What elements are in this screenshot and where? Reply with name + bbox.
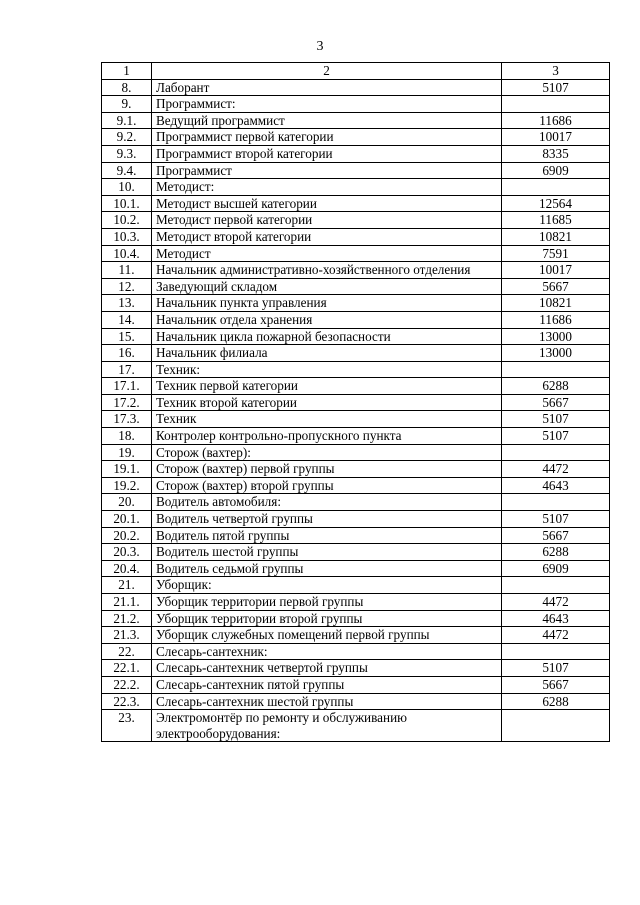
salary-value: 12564 (502, 195, 610, 212)
salary-value: 5107 (502, 411, 610, 428)
row-number: 21. (102, 577, 152, 594)
salary-value (502, 96, 610, 113)
salary-value (502, 577, 610, 594)
page-number: 3 (316, 39, 324, 54)
position-name: Сторож (вахтер) второй группы (152, 477, 502, 494)
position-name: Методист первой категории (152, 212, 502, 229)
position-name: Водитель автомобиля: (152, 494, 502, 511)
salary-value: 8335 (502, 145, 610, 162)
row-number: 16. (102, 345, 152, 362)
table-row (102, 262, 610, 279)
salary-value (502, 444, 610, 461)
table-row (102, 660, 610, 677)
position-name: Водитель шестой группы (152, 544, 502, 561)
row-number: 21.1. (102, 594, 152, 611)
row-number: 22. (102, 643, 152, 660)
salary-value: 5107 (502, 660, 610, 677)
salary-value: 5667 (502, 394, 610, 411)
salary-value: 6288 (502, 378, 610, 395)
table-row (102, 361, 610, 378)
row-number: 15. (102, 328, 152, 345)
table-row (102, 710, 610, 742)
salary-value: 7591 (502, 245, 610, 262)
row-number: 13. (102, 295, 152, 312)
salary-value: 10017 (502, 129, 610, 146)
position-name: Слесарь-сантехник четвертой группы (152, 660, 502, 677)
salary-value (502, 643, 610, 660)
row-number: 20. (102, 494, 152, 511)
position-name: Техник (152, 411, 502, 428)
row-number: 20.2. (102, 527, 152, 544)
table-row (102, 544, 610, 561)
position-name: Программист второй категории (152, 145, 502, 162)
row-number: 10.2. (102, 212, 152, 229)
header-col-3: 3 (502, 63, 610, 80)
table-row (102, 643, 610, 660)
row-number: 20.3. (102, 544, 152, 561)
row-number: 9.2. (102, 129, 152, 146)
salary-value: 4472 (502, 594, 610, 611)
table-row (102, 494, 610, 511)
position-name: Техник первой категории (152, 378, 502, 395)
salary-value: 5107 (502, 511, 610, 528)
position-name: Слесарь-сантехник шестой группы (152, 693, 502, 710)
table-row (102, 610, 610, 627)
table-row (102, 79, 610, 96)
position-name: Методист высшей категории (152, 195, 502, 212)
position-name: Уборщик служебных помещений первой группы (152, 627, 502, 644)
row-number: 10.4. (102, 245, 152, 262)
table-row (102, 162, 610, 179)
position-name: Методист: (152, 179, 502, 196)
position-name: Заведующий складом (152, 278, 502, 295)
table-row (102, 195, 610, 212)
row-number: 19.2. (102, 477, 152, 494)
position-name: Начальник филиала (152, 345, 502, 362)
row-number: 22.1. (102, 660, 152, 677)
row-number: 20.1. (102, 511, 152, 528)
table-row (102, 179, 610, 196)
table-row (102, 378, 610, 395)
position-name: Электромонтёр по ремонту и обслуживанию электрооборудования: (152, 710, 502, 742)
salary-value: 11686 (502, 112, 610, 129)
row-number: 21.3. (102, 627, 152, 644)
table-row (102, 212, 610, 229)
salary-value (502, 361, 610, 378)
table-row (102, 328, 610, 345)
row-number: 19.1. (102, 461, 152, 478)
table-row (102, 278, 610, 295)
salary-value: 5667 (502, 527, 610, 544)
salary-value: 5667 (502, 278, 610, 295)
table-row (102, 428, 610, 445)
table-row (102, 461, 610, 478)
salary-value: 5667 (502, 676, 610, 693)
row-number: 12. (102, 278, 152, 295)
position-name: Контролер контрольно-пропускного пункта (152, 428, 502, 445)
row-number: 10.1. (102, 195, 152, 212)
salary-value: 11685 (502, 212, 610, 229)
row-number: 17.3. (102, 411, 152, 428)
table-header-row (102, 63, 610, 80)
row-number: 10. (102, 179, 152, 196)
table-row (102, 444, 610, 461)
salary-value: 4643 (502, 477, 610, 494)
salary-value: 11686 (502, 311, 610, 328)
position-name: Уборщик: (152, 577, 502, 594)
salary-value: 4643 (502, 610, 610, 627)
row-number: 17. (102, 361, 152, 378)
row-number: 9.1. (102, 112, 152, 129)
row-number: 17.1. (102, 378, 152, 395)
row-number: 14. (102, 311, 152, 328)
position-name: Слесарь-сантехник: (152, 643, 502, 660)
salary-value (502, 494, 610, 511)
table-row (102, 560, 610, 577)
position-name: Начальник пункта управления (152, 295, 502, 312)
position-name: Уборщик территории второй группы (152, 610, 502, 627)
row-number: 9.4. (102, 162, 152, 179)
table-row (102, 577, 610, 594)
position-name: Техник: (152, 361, 502, 378)
row-number: 21.2. (102, 610, 152, 627)
table-row (102, 245, 610, 262)
salary-value: 6288 (502, 693, 610, 710)
row-number: 9.3. (102, 145, 152, 162)
table-row (102, 693, 610, 710)
table-row (102, 394, 610, 411)
table-row (102, 228, 610, 245)
table-row (102, 311, 610, 328)
table-row (102, 96, 610, 113)
row-number: 20.4. (102, 560, 152, 577)
table-row (102, 511, 610, 528)
position-name: Лаборант (152, 79, 502, 96)
position-name: Водитель пятой группы (152, 527, 502, 544)
position-name: Сторож (вахтер) первой группы (152, 461, 502, 478)
header-col-2: 2 (152, 63, 502, 80)
salary-value: 4472 (502, 461, 610, 478)
salary-value (502, 710, 610, 742)
row-number: 8. (102, 79, 152, 96)
position-name: Техник второй категории (152, 394, 502, 411)
table-row (102, 112, 610, 129)
position-name: Уборщик территории первой группы (152, 594, 502, 611)
table-row (102, 527, 610, 544)
header-col-1: 1 (102, 63, 152, 80)
salary-value: 13000 (502, 328, 610, 345)
row-number: 19. (102, 444, 152, 461)
row-number: 11. (102, 262, 152, 279)
table-row (102, 627, 610, 644)
salary-value: 10821 (502, 228, 610, 245)
position-name: Сторож (вахтер): (152, 444, 502, 461)
position-name: Начальник цикла пожарной безопасности (152, 328, 502, 345)
row-number: 22.3. (102, 693, 152, 710)
salary-table (101, 62, 610, 742)
row-number: 10.3. (102, 228, 152, 245)
position-name: Слесарь-сантехник пятой группы (152, 676, 502, 693)
row-number: 18. (102, 428, 152, 445)
position-name: Ведущий программист (152, 112, 502, 129)
position-name: Начальник административно-хозяйственного отделения (152, 262, 502, 279)
row-number: 9. (102, 96, 152, 113)
salary-value: 5107 (502, 79, 610, 96)
table-row (102, 145, 610, 162)
salary-value (502, 179, 610, 196)
row-number: 17.2. (102, 394, 152, 411)
row-number: 22.2. (102, 676, 152, 693)
salary-value: 10017 (502, 262, 610, 279)
position-name: Методист (152, 245, 502, 262)
table-row (102, 345, 610, 362)
table-row (102, 129, 610, 146)
salary-value: 6288 (502, 544, 610, 561)
salary-value: 10821 (502, 295, 610, 312)
position-name: Начальник отдела хранения (152, 311, 502, 328)
table-row (102, 411, 610, 428)
salary-value: 4472 (502, 627, 610, 644)
salary-value: 13000 (502, 345, 610, 362)
position-name: Программист: (152, 96, 502, 113)
position-name: Программист (152, 162, 502, 179)
row-number: 23. (102, 710, 152, 742)
table-row (102, 295, 610, 312)
table-row (102, 594, 610, 611)
position-name: Водитель четвертой группы (152, 511, 502, 528)
table-row (102, 676, 610, 693)
position-name: Программист первой категории (152, 129, 502, 146)
table-row (102, 477, 610, 494)
salary-value: 6909 (502, 560, 610, 577)
salary-value: 5107 (502, 428, 610, 445)
position-name: Методист второй категории (152, 228, 502, 245)
position-name: Водитель седьмой группы (152, 560, 502, 577)
salary-value: 6909 (502, 162, 610, 179)
